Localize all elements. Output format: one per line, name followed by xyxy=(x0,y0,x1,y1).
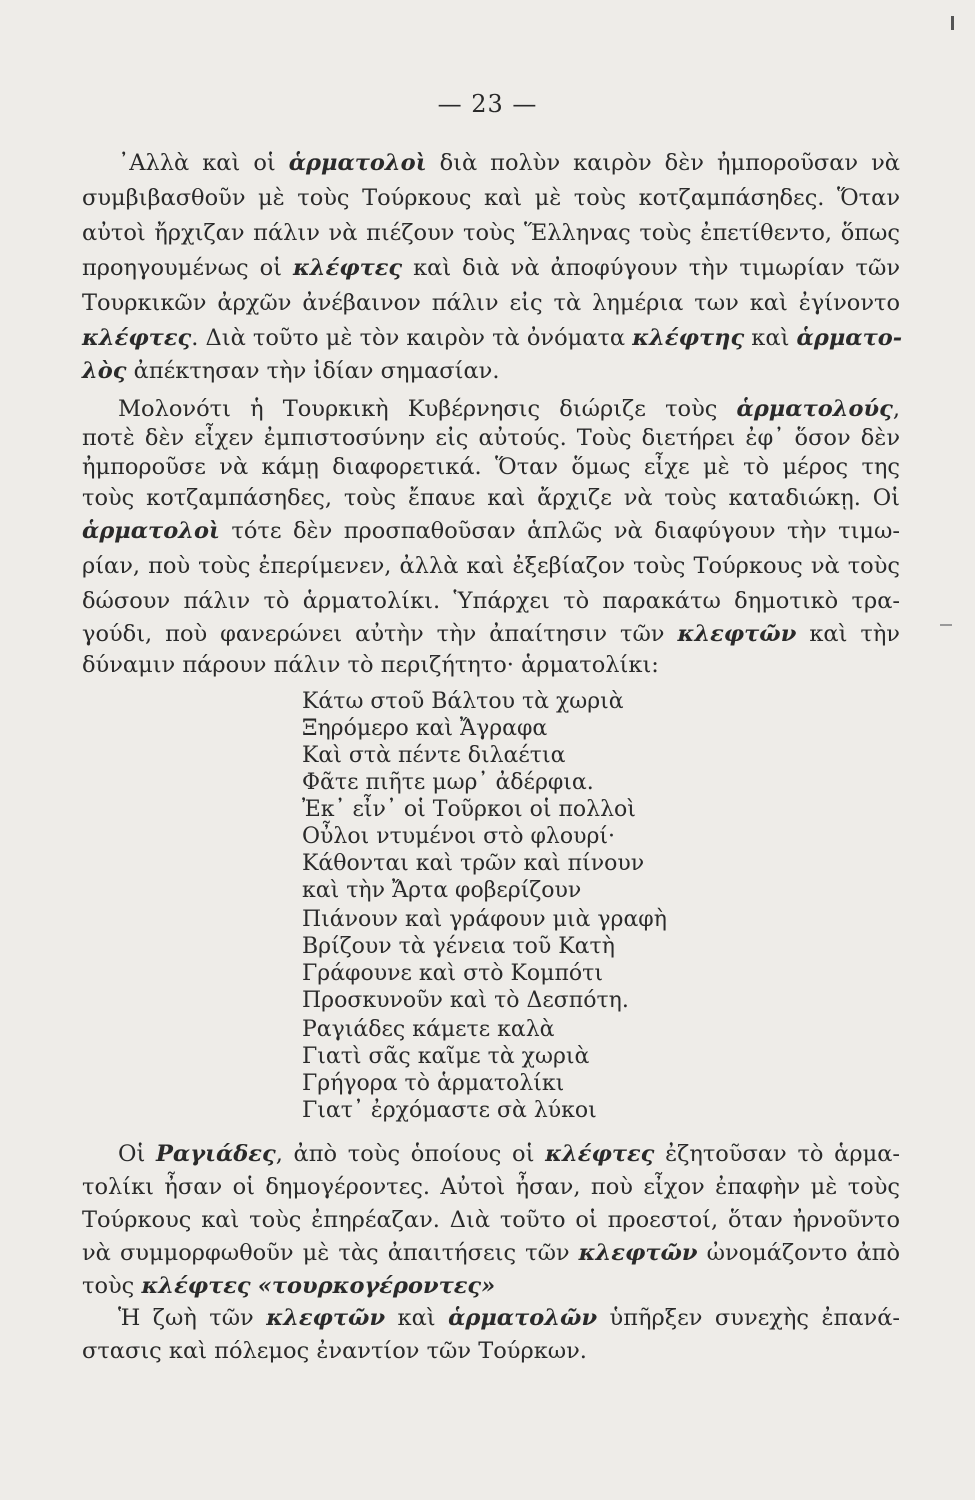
paragraph-2-line-4: τοὺς κοτζαμπάσηδες, τοὺς ἔπαυε καὶ ἄρχιζε νὰ τοὺς καταδιώκῃ. Οἱ xyxy=(82,485,900,511)
poem-line: Γράφουνε καὶ στὸ Κομπότι xyxy=(302,961,603,986)
paragraph-1-line-7: λὸς ἀπέκτησαν τὴν ἰδίαν σημασίαν. xyxy=(82,358,500,384)
poem-line: Ραγιάδες κάμετε καλὰ xyxy=(302,1017,555,1042)
paragraph-4-line-1: Ἡ ζωὴ τῶν κλεφτῶν καὶ ἁρματολῶν ὑπῆρξεν συνεχὴς ἐπανά- xyxy=(118,1305,900,1331)
paragraph-2-line-2: ποτὲ δὲν εἶχεν ἐμπιστοσύνην εἰς αὐτούς. Τοὺς διετήρει ἐφ᾽ ὅσον δὲν xyxy=(82,425,900,451)
paragraph-2-line-3: ἠμποροῦσε νὰ κάμῃ διαφορετικά. Ὅταν ὅμως εἶχε μὲ τὸ μέρος της xyxy=(82,454,900,480)
margin-dash xyxy=(940,624,952,626)
paragraph-2-line-8: γούδι, ποὺ φανερώνει αὐτὴν τὴν ἀπαίτησιν τῶν κλεφτῶν καὶ τὴν xyxy=(82,621,900,647)
paragraph-3-line-1: Οἱ Ραγιάδες, ἀπὸ τοὺς ὁποίους οἱ κλέφτες ἐζητοῦσαν τὸ ἁρμα- xyxy=(118,1141,901,1167)
poem-line: Βρίζουν τὰ γένεια τοῦ Κατὴ xyxy=(302,934,615,959)
poem-line: Κάθονται καὶ τρῶν καὶ πίνουν xyxy=(302,851,645,876)
poem-line: Γιατ᾽ ἐρχόμαστε σὰ λύκοι xyxy=(302,1098,597,1123)
paragraph-3-line-5: τοὺς κλέφτες «τουρκογέροντες» xyxy=(82,1273,496,1299)
poem-line: Καὶ στὰ πέντε διλαέτια xyxy=(302,743,566,768)
margin-mark xyxy=(951,16,954,30)
poem-line: Κάτω στοῦ Βάλτου τὰ χωριὰ xyxy=(302,689,624,714)
poem-line: Φᾶτε πιῆτε μωρ᾽ ἀδέρφια. xyxy=(302,770,594,795)
paragraph-4-line-2: στασις καὶ πόλεμος ἐναντίον τῶν Τούρκων. xyxy=(82,1338,587,1364)
paragraph-1-line-6: κλέφτες. Διὰ τοῦτο μὲ τὸν καιρὸν τὰ ὀνόματα κλέφτης καὶ ἁρματο- xyxy=(82,325,903,351)
poem-line: Ξηρόμερο καὶ Ἄγραφα xyxy=(302,716,548,741)
paragraph-2-line-5: ἁρματολοὶ τότε δὲν προσπαθοῦσαν ἁπλῶς νὰ διαφύγουν τὴν τιμω- xyxy=(82,518,900,544)
paragraph-2-line-6: ρίαν, ποὺ τοὺς ἐπερίμενεν, ἀλλὰ καὶ ἐξεβίαζον τοὺς Τούρκους νὰ τοὺς xyxy=(82,553,900,579)
paragraph-1-line-3: αὐτοὶ ἤρχιζαν πάλιν νὰ πιέζουν τοὺς Ἕλληνας τοὺς ἐπετίθεντο, ὅπως xyxy=(82,220,900,246)
paragraph-1-line-5: Τουρκικῶν ἀρχῶν ἀνέβαινον πάλιν εἰς τὰ λημέρια των καὶ ἐγίνοντο xyxy=(82,290,900,316)
paragraph-3-line-2: τολίκι ἦσαν οἱ δημογέροντες. Αὐτοὶ ἦσαν, ποὺ εἶχον ἐπαφὴν μὲ τοὺς xyxy=(82,1174,900,1200)
poem-line: Προσκυνοῦν καὶ τὸ Δεσπότη. xyxy=(302,988,629,1013)
poem-line: καὶ τὴν Ἄρτα φοβερίζουν xyxy=(302,878,582,903)
poem-line: Γιατὶ σᾶς καῖμε τὰ χωριὰ xyxy=(302,1044,590,1069)
poem-line: Πιάνουν καὶ γράφουν μιὰ γραφὴ xyxy=(302,907,667,932)
paragraph-2-line-9: δύναμιν πάρουν πάλιν τὸ περιζήτητο· ἁρματολίκι: xyxy=(82,652,659,678)
paragraph-3-line-3: Τούρκους καὶ τοὺς ἐπηρέαζαν. Διὰ τοῦτο οἱ προεστοί, ὅταν ἠρνοῦντο xyxy=(82,1207,900,1233)
poem-line: Γρήγορα τὸ ἁρματολίκι xyxy=(302,1071,565,1096)
page-number: — 23 — xyxy=(437,90,538,118)
poem-line: Ἐκ᾽ εἶν᾽ οἱ Τοῦρκοι οἱ πολλοὶ xyxy=(302,797,636,822)
poem-line: Οὖλοι ντυμένοι στὸ φλουρί· xyxy=(302,824,616,849)
paragraph-1-line-2: συμβιβασθοῦν μὲ τοὺς Τούρκους καὶ μὲ τοὺς κοτζαμπάσηδες. Ὅταν xyxy=(82,185,900,211)
paragraph-1-line-1: ᾽Αλλὰ καὶ οἱ ἁρματολοὶ διὰ πολὺν καιρὸν δὲν ἠμποροῦσαν νὰ xyxy=(118,150,900,176)
paragraph-2-line-7: δώσουν πάλιν τὸ ἁρματολίκι. Ὑπάρχει τὸ παρακάτω δημοτικὸ τρα- xyxy=(82,588,900,614)
paragraph-2-line-1: Μολονότι ἡ Τουρκικὴ Κυβέρνησις διώριζε τοὺς ἁρματολούς, xyxy=(118,396,900,422)
paragraph-3-line-4: νὰ συμμορφωθοῦν μὲ τὰς ἀπαιτήσεις τῶν κλεφτῶν ὠνομάζοντο ἀπὸ xyxy=(82,1240,900,1266)
paragraph-1-line-4: προηγουμένως οἱ κλέφτες καὶ διὰ νὰ ἀποφύγουν τὴν τιμωρίαν τῶν xyxy=(82,255,900,281)
